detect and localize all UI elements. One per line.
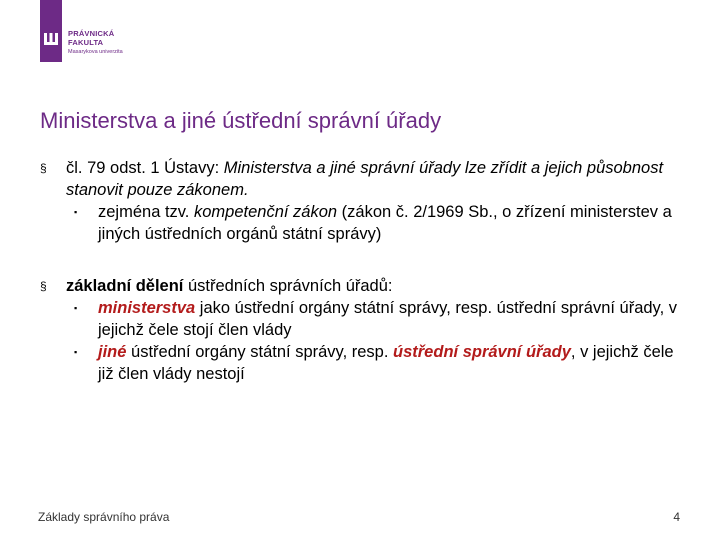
logo-line-1: PRÁVNICKÁ	[68, 29, 115, 38]
section-bullet-icon: §	[40, 279, 47, 293]
slide-title: Ministerstva a jiné ústřední správní úřady	[40, 108, 442, 133]
bullet-constitution	[40, 157, 680, 201]
page-number: 4	[673, 510, 680, 524]
logo-line-2: FAKULTA	[68, 38, 104, 47]
square-bullet-icon: ▪	[74, 303, 78, 313]
other-term: jiné	[98, 343, 127, 361]
logo-bar	[40, 0, 62, 62]
footer-course-name: Základy správního práva	[38, 510, 170, 524]
ministries-text: jako ústřední orgány státní správy, resp. ústřední správní úřady, v jejichž čele stojí člen vlády	[98, 299, 678, 339]
competence-act-term: kompetenční zákon	[193, 203, 338, 221]
sub-bullet-ministries	[40, 297, 680, 341]
square-bullet-icon: ▪	[74, 347, 78, 357]
constitution-reference: čl. 79 odst. 1 Ústavy	[66, 159, 215, 177]
spacer	[40, 245, 680, 275]
logo-line-3: Masarykova univerzita	[68, 49, 123, 55]
constitution-text: Ministerstva a jiné správní úřady lze zřídit a jejich působnost stanovit pouze zákonem.	[66, 159, 664, 199]
other-mid: ústřední orgány státní správy, resp.	[126, 343, 394, 361]
central-authorities-term: ústřední správní úřady	[393, 343, 571, 361]
ministries-term: ministerstva	[98, 299, 196, 317]
slide-content	[40, 157, 680, 385]
division-rest: ústředních správních úřadů:	[183, 277, 393, 295]
section-bullet-icon: §	[40, 161, 47, 175]
logo-text	[68, 29, 123, 56]
sub-bullet-competence-act	[40, 201, 680, 245]
square-bullet-icon: ▪	[74, 207, 78, 217]
sub-bullet-other-authorities	[40, 341, 680, 385]
colon: :	[214, 159, 224, 177]
sub-rest: (zákon č. 2/1969 Sb., o zřízení ministerstev a jiných ústředních orgánů státní správy)	[98, 203, 672, 243]
faculty-logo	[40, 0, 160, 62]
other-rest: , v jejichž čele již člen vlády nestojí	[98, 343, 674, 383]
university-emblem-icon	[44, 32, 58, 46]
sub-prefix: zejména tzv.	[98, 203, 194, 221]
bullet-division	[40, 275, 680, 297]
division-lead: základní dělení	[66, 277, 184, 295]
